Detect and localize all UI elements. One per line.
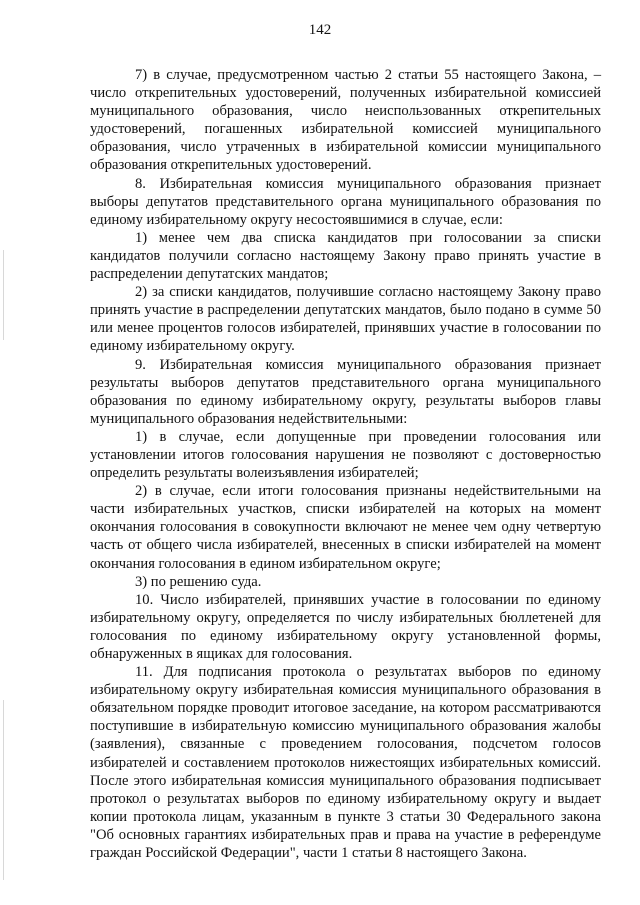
scan-edge-mark [3, 700, 4, 880]
page-number: 142 [308, 22, 332, 38]
paragraph-9-item-2: 2) в случае, если итоги голосования признаны недействительными на части избирательных участков, списки избирателей на которых на момент окончания голосования в совокупности включают не менее чем одну четвертую часть от общего числа избирателей, внесенных в списки избирателей на момент окончания голосования в едином избирательном округе; [90, 483, 601, 572]
scan-edge-mark [3, 250, 4, 340]
paragraph-9: 9. Избирательная комиссия муниципального образования признает результаты выборов депутатов представительного органа муниципального образования по единому избирательному округу, результаты выборов главы муниципального образования недействительными: [90, 356, 601, 427]
paragraph-8-item-2: 2) за списки кандидатов, получившие согласно настоящему Закону право принять участие в распределении депутатских мандатов, было подано в сумме 50 или менее процентов голосов избирателей, принявших участие в голосовании по единому избирательному округу. [90, 284, 601, 355]
paragraph-9-item-1: 1) в случае, если допущенные при проведении голосования или установлении итогов голосования нарушения не позволяют с достоверностью определить результаты волеизъявления избирателей; [90, 428, 601, 482]
paragraph-8: 8. Избирательная комиссия муниципального образования признает выборы депутатов представительного органа муниципального образования по единому избирательному округу несостоявшимися в случае, если: [90, 175, 601, 228]
paragraph-7-item: 7) в случае, предусмотренном частью 2 статьи 55 настоящего Закона, – число открепительных удостоверений, полученных избирательной комиссией муниципального образования, число неиспользованных открепительных удостоверений, погашенных избирательной комиссией муниципального образования, число утраченных в избирательной комиссии муниципального образования открепительных удостоверений. [90, 67, 601, 174]
paragraph-9-item-3: 3) по решению суда. [135, 573, 262, 590]
paragraph-11: 11. Для подписания протокола о результатах выборов по единому избирательному округу избирательная комиссия муниципального образования в обязательном порядке проводит итоговое заседание, на котором рассматриваются поступившие в избирательную комиссию муниципального образования жалобы (заявления), связанные с проведением голосования, подсчетом голосов избирателей и составлением протоколов нижестоящих избирательных комиссий. После этого избирательная комиссия муниципального образования подписывает протокол о результатах выборов по единому избирательному округу и выдает копии протокола лицам, указанным в пункте 3 статьи 30 Федерального закона "Об основных гарантиях избирательных прав и права на участие в референдуме граждан Российской Федерации", части 1 статьи 8 настоящего Закона. [90, 664, 601, 862]
paragraph-8-item-1: 1) менее чем два списка кандидатов при голосовании за списки кандидатов получили согласно настоящему Закону право принять участие в распределении депутатских мандатов; [90, 229, 601, 283]
paragraph-10: 10. Число избирателей, принявших участие в голосовании по единому избирательному округу, определяется по числу избирательных бюллетеней для голосования по единому избирательному округу установленной формы, обнаруженных в ящиках для голосования. [90, 591, 601, 662]
body-text [90, 66, 601, 862]
